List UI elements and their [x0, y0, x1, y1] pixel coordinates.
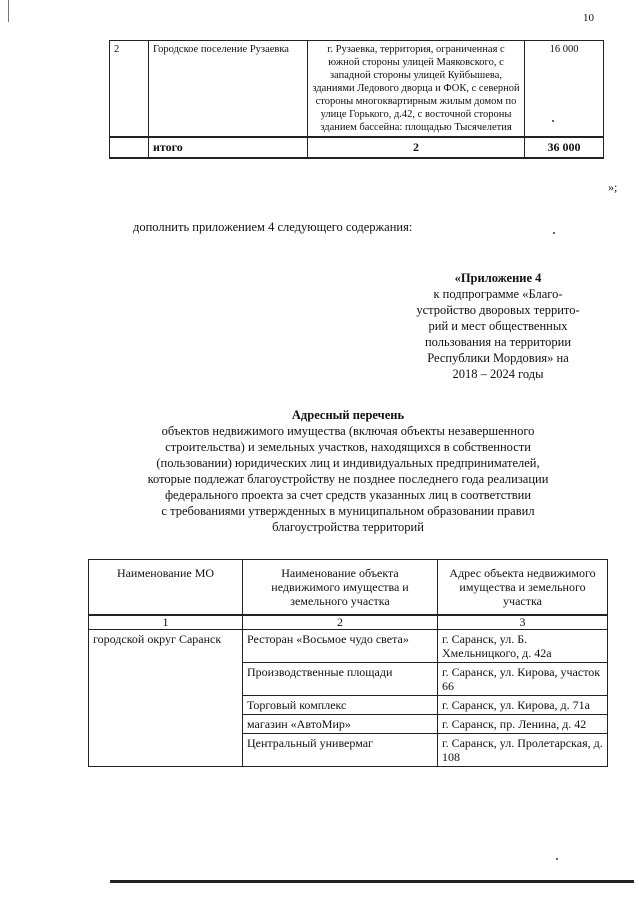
appendix-line: 2018 – 2024 годы	[452, 367, 544, 381]
footer-rule	[110, 880, 634, 883]
settlement-name: Городское поселение Рузаевка	[149, 41, 308, 138]
scan-speck	[553, 232, 555, 234]
title-line: с требованиями утвержденных в муниципальном образовании правил	[161, 504, 535, 518]
appendix-heading: «Приложение 4	[454, 271, 542, 285]
header-address: Адрес объекта недвижимого имущества и земельного участка	[438, 560, 608, 616]
title-line: (пользовании) юридических лиц и индивидуальных предпринимателей,	[156, 456, 540, 470]
title-line: федерального проекта за счет средств указанных лиц в соответствии	[164, 488, 532, 502]
row-amount: 16 000	[525, 41, 604, 138]
address-table	[88, 559, 608, 767]
row-number: 2	[110, 41, 149, 138]
object-address: г. Саранск, пр. Ленина, д. 42	[438, 715, 608, 734]
column-number: 3	[438, 615, 608, 630]
column-number: 1	[89, 615, 243, 630]
object-name: Ресторан «Восьмое чудо света»	[243, 630, 438, 663]
title-line: строительства) и земельных участков, находящихся в собственности	[165, 440, 531, 454]
scan-speck	[556, 858, 558, 860]
total-row	[110, 137, 604, 158]
object-address: г. Саранск, ул. Кирова, д. 71а	[438, 696, 608, 715]
total-label: итого	[149, 137, 308, 158]
appendix-line: к подпрограмме «Благо-	[433, 287, 563, 301]
object-address: г. Саранск, ул. Кирова, участок 66	[438, 663, 608, 696]
object-name: Производственные площади	[243, 663, 438, 696]
table-header-row	[89, 560, 608, 616]
mo-name: городской округ Саранск	[89, 630, 243, 767]
object-address: г. Саранск, ул. Пролетарская, д. 108	[438, 734, 608, 767]
table-row	[89, 630, 608, 663]
header-mo: Наименование МО	[89, 560, 243, 616]
appendix-line: пользования на территории	[424, 335, 572, 349]
territory-description: г. Рузаевка, территория, ограниченная с южной стороны улицей Маяковского, с западной стороны улицей Куйбышева, зданиями Ледового дворца и ФОК, с северной стороны многоквартирным жилым домом по улице Горького, д.42, с восточной стороны зданием бассейна: площадью Тысячелетия	[308, 41, 525, 138]
top-table	[109, 40, 604, 159]
appendix-line: устройство дворовых террито-	[416, 303, 580, 317]
title-line: которые подлежат благоустройству не позднее последнего года реализации	[147, 472, 549, 486]
object-address: г. Саранск, ул. Б. Хмельницкого, д. 42а	[438, 630, 608, 663]
total-count: 2	[308, 137, 525, 158]
column-number-row	[89, 615, 608, 630]
quote-closer: »;	[608, 180, 618, 194]
binder-mark	[8, 0, 9, 22]
page-number: 10	[583, 12, 594, 24]
appendix-line: Республики Мордовия» на	[427, 351, 569, 365]
appendix-block	[370, 270, 626, 382]
column-number: 2	[243, 615, 438, 630]
amendment-paragraph: дополнить приложением 4 следующего содержания:	[133, 220, 413, 234]
table-row	[110, 41, 604, 138]
object-name: магазин «АвтоМир»	[243, 715, 438, 734]
appendix-line: рий и мест общественных	[428, 319, 568, 333]
object-name: Центральный универмаг	[243, 734, 438, 767]
document-title	[60, 407, 636, 535]
object-name: Торговый комплекс	[243, 696, 438, 715]
title-heading: Адресный перечень	[291, 408, 405, 422]
total-amount: 36 000	[525, 137, 604, 158]
scan-speck	[552, 120, 554, 122]
title-line: объектов недвижимого имущества (включая объекты незавершенного	[161, 424, 535, 438]
header-object: Наименование объекта недвижимого имущества и земельного участка	[243, 560, 438, 616]
title-line: благоустройства территорий	[272, 520, 424, 534]
